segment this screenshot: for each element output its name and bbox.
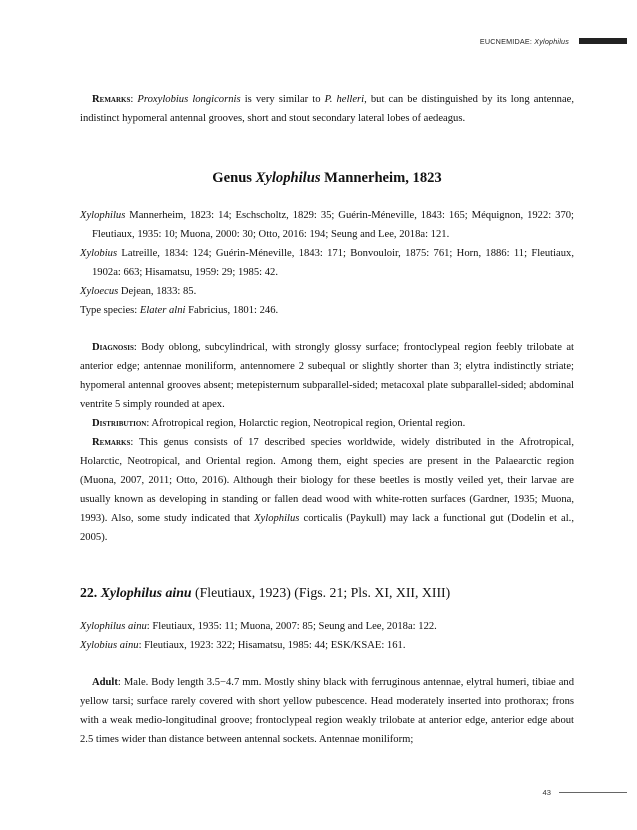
heading-text: Genus <box>212 170 256 186</box>
colon: : <box>130 437 139 448</box>
diagnosis-label: Diagnosis <box>92 342 134 353</box>
species-name: P. helleri <box>324 94 365 105</box>
spacer <box>80 188 574 206</box>
heading-text: Mannerheim, 1823 <box>320 170 442 186</box>
spacer <box>80 655 574 673</box>
species-name: Elater alni <box>139 305 186 316</box>
genus-name: Xylophilus <box>80 210 126 221</box>
running-head-bar <box>579 38 627 44</box>
text: Male. Body length 3.5−4.7 mm. Mostly shiny black with ferruginous antennae, elytral humeri, tibiae and yellow tarsi; surface rarely covered with short yellow pubescence. Head moderately inserted into prothorax; frons with a weak medio-longitudinal groove; frontoclypeal region weakly trilobate at anterior edge, anterior edge about 2.5 times wider than distance between antennal sockets. Antennae moniliform; <box>80 677 575 745</box>
text: Latreille, 1834: 124; Guérin-Méneville, 1843: 171; Bonvouloir, 1875: 761; Horn, 1886: 11; Fleutiaux, 1902a: 663; Hisamatsu, 1959: 29; 1985: 42. <box>92 248 574 278</box>
running-head <box>480 36 627 46</box>
text: corticalis (Paykull) may lack a functional gut (Dodelin et al., 2005). <box>80 513 574 543</box>
distribution-label: Distribution <box>92 418 147 429</box>
spacer <box>80 603 574 617</box>
spacer <box>80 547 574 583</box>
text: Mannerheim, 1823: 14; Eschscholtz, 1829: 35; Guérin-Méneville, 1843: 165; Méquignon, 1922: 370; Fleutiaux, 1935: 10; Muona, 2000: 30; Otto, 2016: 194; Seung and Lee, 2018a: 121. <box>92 210 574 240</box>
species-name: Xylophilus ainu <box>80 621 147 632</box>
text: Body oblong, subcylindrical, with strongly glossy surface; frontoclypeal region feebly trilobate at anterior edge; antennae moniliform, antennomere 2 subequal or slightly shorter than 3; elytra indistinctly striate; hypomeral antennal grooves absent; metepisternum subparallel-sided; metacoxal plate subparallel-sided; abdominal ventrite 5 simply rounded at apex. <box>80 342 574 410</box>
species-author: (Fleutiaux, 1923) <box>191 585 295 600</box>
page-footer <box>543 787 627 797</box>
distribution-paragraph <box>80 414 574 433</box>
text: : Fleutiaux, 1935: 11; Muona, 2007: 85; Seung and Lee, 2018a: 122. <box>146 621 437 632</box>
remarks-label: Remarks <box>92 437 131 448</box>
species-name: Xylobius ainu <box>80 640 139 651</box>
text: Afrotropical region, Holarctic region, Neotropical region, Oriental region. <box>151 418 466 429</box>
synonymy-entry <box>80 206 574 244</box>
synonymy-entry <box>80 244 574 282</box>
spacer <box>80 320 574 338</box>
spacer <box>80 128 574 168</box>
text: This genus consists of 17 described species worldwide, widely distributed in the Afrotropical, Holarctic, Neotropical, and Oriental region. Among them, eight species are present in the Palaearctic region (Muona, 2007, 2011; Otto, 2016). Although their biology for these beetles is mostly veiled yet, their larvae are usually known as developing in standing or fallen dead wood with white-rotten surfaces (Gardner, 1935; Muona, 1993). Also, some study indicated that <box>80 437 574 524</box>
synonymy-entry <box>80 282 574 301</box>
running-head-family: EUCNEMIDAE: <box>479 36 533 46</box>
genus-name: Xylobius <box>80 248 118 259</box>
genus-name: Xyloecus <box>80 286 119 297</box>
species-synonymy-entry <box>80 617 574 636</box>
text: is very similar to <box>240 94 325 105</box>
colon: : <box>130 94 138 105</box>
page-number: 43 <box>542 787 551 797</box>
species-number: 22. <box>80 585 98 600</box>
type-species <box>80 301 574 320</box>
footer-rule <box>559 792 627 793</box>
species-name: Xylophilus ainu <box>100 585 192 600</box>
species-synonymy-entry <box>80 636 574 655</box>
remarks-paragraph-1 <box>80 90 574 128</box>
genus-name: Xylophilus <box>254 513 300 524</box>
running-head-text <box>480 32 569 51</box>
genus-heading <box>80 168 574 188</box>
colon: : <box>117 677 124 688</box>
figure-references: (Figs. 21; Pls. XI, XII, XIII) <box>294 585 451 600</box>
genus-name: Xylophilus <box>255 170 321 186</box>
running-head-genus: Xylophilus <box>534 36 569 46</box>
remarks-paragraph-2 <box>80 433 574 547</box>
colon: : <box>133 342 142 353</box>
text: : Fleutiaux, 1923: 322; Hisamatsu, 1985: 44; ESK/KSAE: 161. <box>138 640 406 651</box>
colon: : <box>146 418 152 429</box>
text: Type species: <box>80 305 140 316</box>
diagnosis-paragraph <box>80 338 574 414</box>
text: , but can be distinguished by its long antennae, indistinct hypomeral antennal grooves, short and stout secondary lateral lobes of aedeagus. <box>80 94 575 124</box>
species-heading <box>80 583 574 603</box>
remarks-label: Remarks <box>92 94 131 105</box>
page-body <box>80 90 574 749</box>
adult-description <box>80 673 574 749</box>
species-name: Proxylobius longicornis <box>137 94 241 105</box>
text: Fabricius, 1801: 246. <box>185 305 279 316</box>
text: Dejean, 1833: 85. <box>118 286 197 297</box>
adult-label: Adult <box>92 677 118 688</box>
